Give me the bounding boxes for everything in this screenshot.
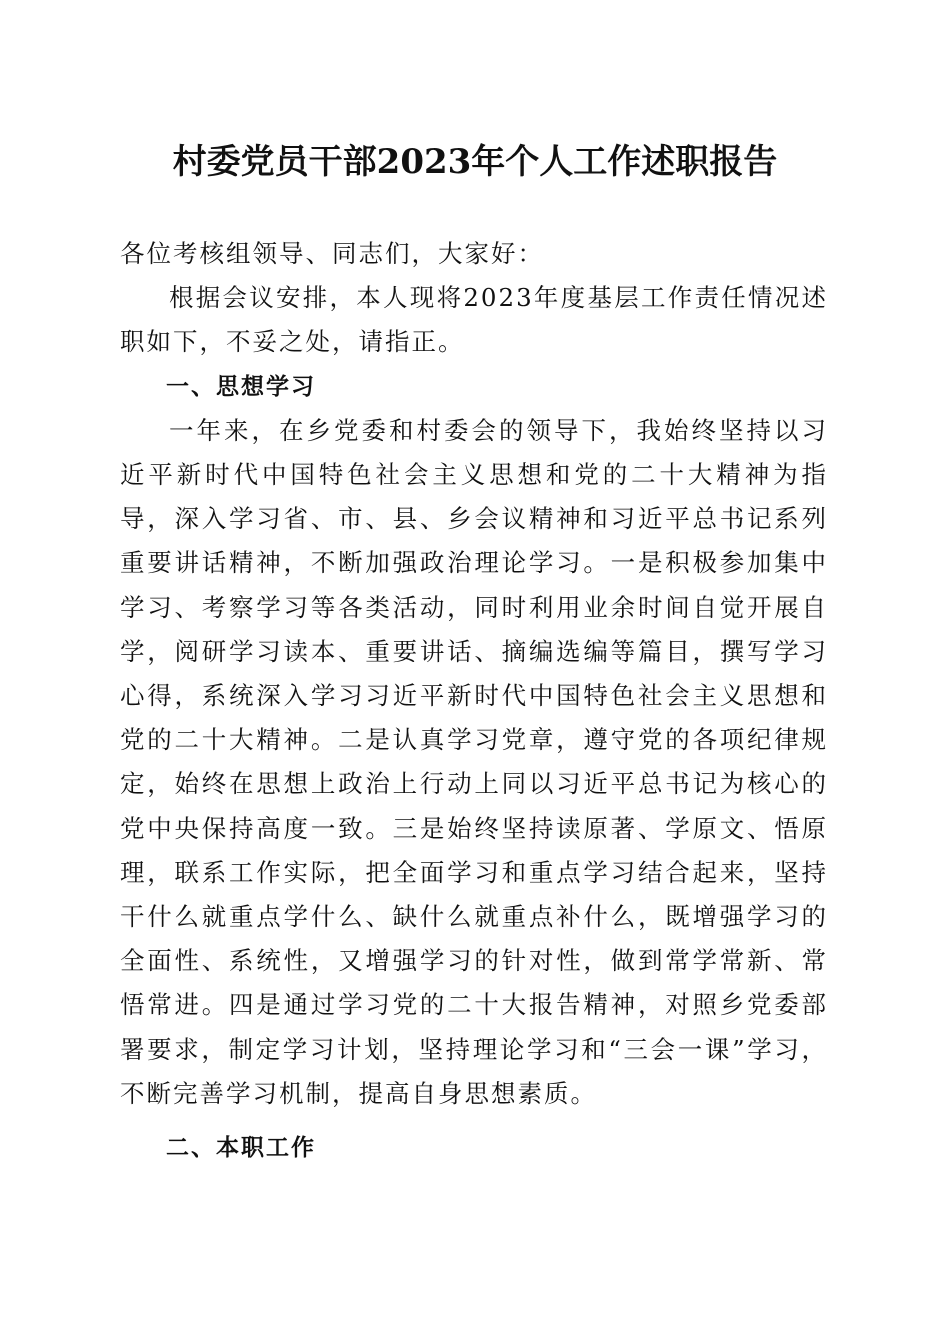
document-body [120, 232, 828, 1170]
document-title: 村委党员干部2023年个人工作述职报告 [172, 142, 778, 182]
intro-paragraph: 根据会议安排，本人现将2023年度基层工作责任情况述职如下，不妥之处，请指正。 [120, 283, 828, 357]
section-heading-job-duties: 二、本职工作 [166, 1135, 316, 1162]
section-paragraph-thought-study: 一年来，在乡党委和村委会的领导下，我始终坚持以习近平新时代中国特色社会主义思想和党的二十大精神为指导，深入学习省、市、县、乡会议精神和习近平总书记系列重要讲话精神，不断加强政治理论学习。一是积极参加集中学习、考察学习等各类活动，同时利用业余时间自觉开展自学，阅研学习读本、重要讲话、摘编选编等篇目，撰写学习心得，系统深入学习习近平新时代中国特色社会主义思想和党的二十大精神。二是认真学习党章，遵守党的各项纪律规定，始终在思想上政治上行动上同以习近平总书记为核心的党中央保持高度一致。三是始终坚持读原著、学原文、悟原理，联系工作实际，把全面学习和重点学习结合起来，坚持干什么就重点学什么、缺什么就重点补什么，既增强学习的全面性、系统性，又增强学习的针对性，做到常学常新、常悟常进。四是通过学习党的二十大报告精神，对照乡党委部署要求，制定学习计划，坚持理论学习和“三会一课”学习，不断完善学习机制，提高自身思想素质。 [120, 415, 828, 1108]
section-heading-thought-study: 一、思想学习 [166, 373, 316, 400]
greeting-line: 各位考核组领导、同志们，大家好： [120, 239, 544, 268]
